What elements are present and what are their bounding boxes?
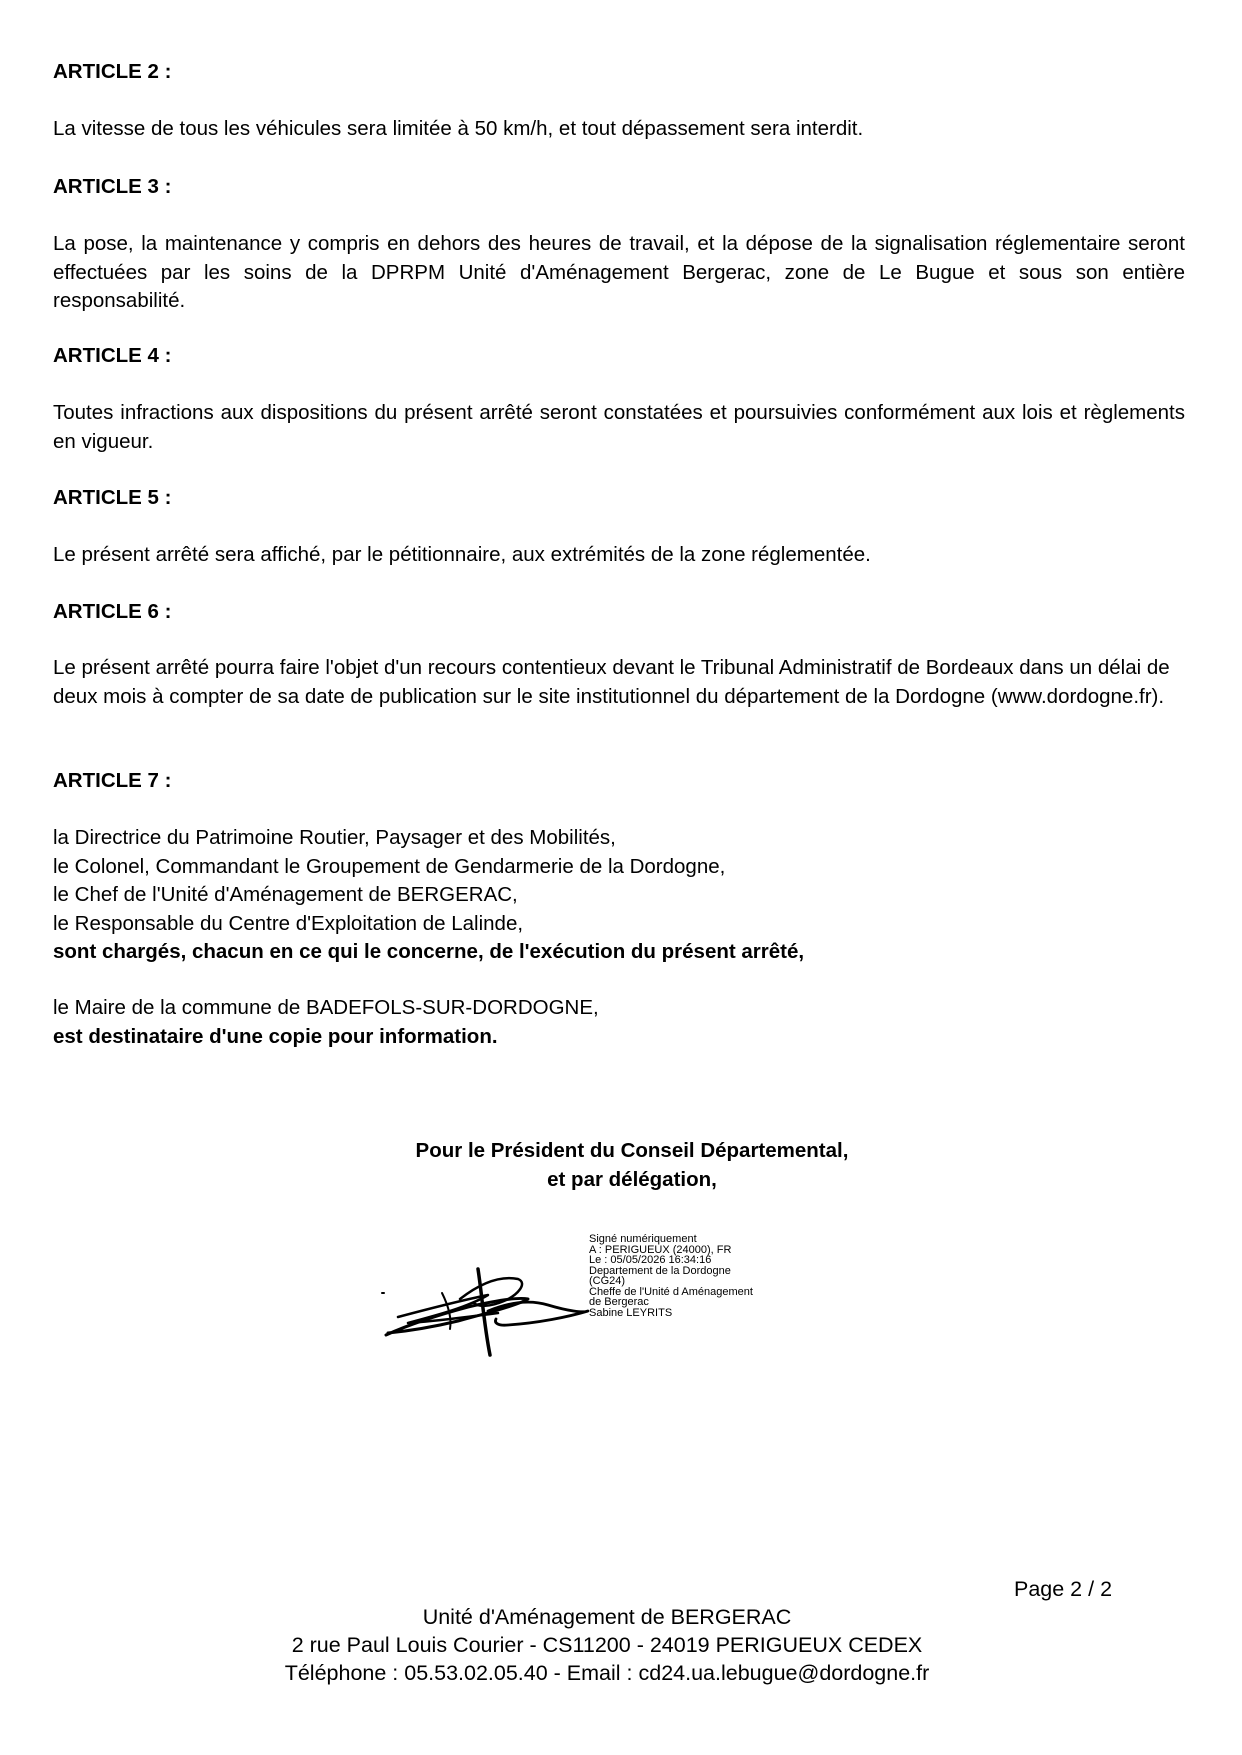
article-5-heading: ARTICLE 5 :	[53, 486, 172, 509]
footer-unit: Unité d'Aménagement de BERGERAC	[422, 1605, 792, 1629]
execution-line: sont chargés, chacun en ce qui le concerne, de l'exécution du présent arrêté,	[53, 940, 805, 963]
article-7-body	[53, 824, 1185, 967]
footer-contact: Téléphone : 05.53.02.05.40 - Email : cd24.ua.lebugue@dordogne.fr	[284, 1661, 930, 1685]
addressee-line: le Responsable du Centre d'Exploitation de Lalinde,	[53, 911, 524, 935]
stamp-line: A : PERIGUEUX (24000), FR	[589, 1243, 732, 1256]
article-3-heading: ARTICLE 3 :	[53, 175, 172, 198]
digital-signature-stamp	[589, 1234, 809, 1318]
article-7-heading: ARTICLE 7 :	[53, 769, 172, 792]
recipient-line: le Maire de la commune de BADEFOLS-SUR-DORDOGNE,	[53, 996, 599, 1019]
stamp-line: de Bergerac	[589, 1296, 649, 1308]
handwritten-signature	[378, 1255, 593, 1367]
article-5-text: Le présent arrêté sera affiché, par le pétitionnaire, aux extrémités de la zone réglementée.	[53, 543, 871, 566]
stamp-line: Sabine LEYRITS	[589, 1306, 673, 1319]
stamp-line: Le : 05/05/2026 16:34:16	[589, 1254, 712, 1266]
signature-label-2: et par délégation,	[547, 1168, 717, 1191]
recipient-note: est destinataire d'une copie pour information.	[53, 1024, 498, 1048]
footer-address: 2 rue Paul Louis Courier - CS11200 - 24019 PERIGUEUX CEDEX	[291, 1633, 923, 1657]
addressee-line: la Directrice du Patrimoine Routier, Paysager et des Mobilités,	[53, 826, 616, 849]
article-2-heading: ARTICLE 2 :	[53, 60, 172, 83]
recipient-block	[53, 994, 1185, 1051]
stamp-line: (CG24)	[589, 1275, 626, 1287]
article-4-heading: ARTICLE 4 :	[53, 344, 172, 367]
article-6-heading: ARTICLE 6 :	[53, 600, 172, 623]
stamp-line: Cheffe de l'Unité d Aménagement	[589, 1285, 753, 1298]
addressee-line: le Colonel, Commandant le Groupement de Gendarmerie de la Dordogne,	[53, 854, 726, 878]
stamp-line: Departement de la Dordogne	[589, 1264, 731, 1277]
article-6-text: Le présent arrêté pourra faire l'objet d'un recours contentieux devant le Tribunal Administratif de Bordeaux dans un délai de deux mois à compter de sa date de publication sur le site institutionnel du département de la Dordogne (www.dordogne.fr).	[53, 656, 1170, 708]
addressee-line: le Chef de l'Unité d'Aménagement de BERGERAC,	[53, 883, 518, 906]
article-2-text: La vitesse de tous les véhicules sera limitée à 50 km/h, et tout dépassement sera interdit.	[53, 117, 864, 140]
signature-label-1: Pour le Président du Conseil Départemental,	[415, 1139, 849, 1162]
page-number: Page 2 / 2	[1014, 1577, 1113, 1601]
article-4-text: Toutes infractions aux dispositions du présent arrêté seront constatées et poursuivies conformément aux lois et règlements en vigueur.	[53, 401, 1185, 453]
stamp-line: Signé numériquement	[589, 1233, 697, 1245]
article-3-text: La pose, la maintenance y compris en dehors des heures de travail, et la dépose de la signalisation réglementaire seront effectuées par les soins de la DPRPM Unité d'Aménagement Bergerac, zone de Le Bugue et sous son entière responsabilité.	[53, 232, 1185, 312]
